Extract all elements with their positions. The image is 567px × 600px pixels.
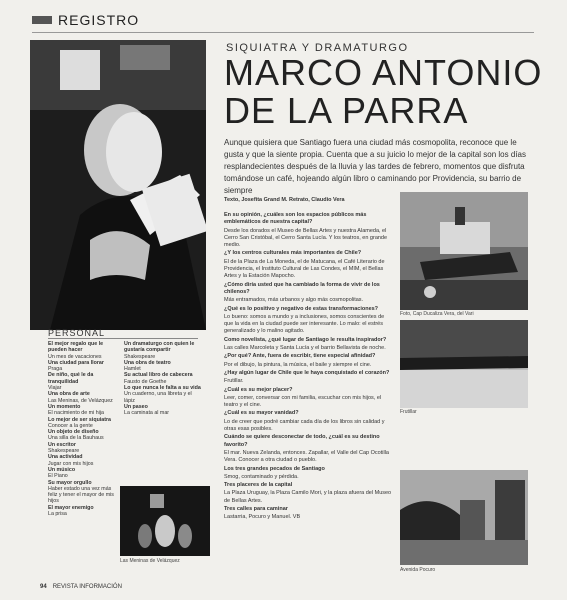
- answer: El mar. Nueva Zelanda, entonces. Zapallar, el Valle del Cap Ocotilla Vera. Conocer a otra ciudad o pueblo.: [224, 449, 389, 464]
- answer: Las calles Marcoleta y Santa Lucía y el barrio Bellavista de noche.: [224, 345, 386, 352]
- section-mark: [32, 16, 52, 24]
- question: ¿Cuál es su mayor vanidad?: [224, 410, 299, 417]
- answer: El de la Plaza de La Moneda, el de Matucana, el Café Literario de Providencia, el Instituto Cultural de Las Condes, el MIM, el Bellas Artes y la Estación Mapocho.: [224, 258, 385, 280]
- question: ¿Qué es lo positivo y negativo de estas transformaciones?: [224, 305, 379, 312]
- personal-answer: Shakespeare: [124, 353, 156, 360]
- personal-answer: Haber estado una vez más feliz y tener el mayor de mis hijos: [48, 485, 114, 505]
- ship-illustration: [400, 192, 528, 310]
- personal-answer: Fausto de Goethe: [124, 378, 167, 385]
- page-footer: [40, 584, 122, 590]
- personal-answer: La caminata al mar: [124, 410, 170, 417]
- lake-illustration: [400, 320, 528, 408]
- personal-answer: Jugar con mis hijos: [48, 460, 94, 467]
- section-title: REGISTRO: [58, 12, 140, 28]
- question: ¿Por qué? Ante, fuera de escribir, tiene especial afinidad?: [224, 353, 376, 360]
- article-intro: Aunque quisiera que Santiago fuera una ciudad más cosmopolita, reconoce que le gusta y que la siente propia. Cuenta que a su juicio lo mejor de la capital son los días resplandecientes después de la lluvia y las tardes de febrero, momentos que disfruta tomándose un café, hojeando algún libro o caminando por Providencia, su barrio de siempre: [224, 138, 526, 195]
- answer: Leer, comer, conversar con mi familia, escuchar con mis hijos, el teatro y el cine.: [224, 394, 382, 409]
- question: Los tres grandes pecados de Santiago: [224, 465, 325, 472]
- personal-question: Una ciudad para llorar: [48, 359, 104, 366]
- personal-question: El mayor enemigo: [48, 504, 94, 511]
- meninas-illustration: [120, 486, 210, 556]
- photo-caption: Avenida Pocuro: [400, 567, 436, 573]
- avenue-photo: [400, 470, 528, 565]
- question: Tres calles para caminar: [224, 505, 288, 512]
- personal-title: PERSONAL: [48, 328, 106, 338]
- page-number: 94: [40, 584, 47, 590]
- personal-column-2: [124, 341, 204, 417]
- personal-answer: El Piano: [48, 473, 68, 480]
- magazine-name: REVISTA INFORMACIÓN: [52, 584, 122, 590]
- headline-line-2: DE LA PARRA: [224, 90, 469, 131]
- question: Tres placeres de la capital: [224, 482, 293, 489]
- question: ¿Y los centros culturales más importantes de Chile?: [224, 250, 362, 257]
- meninas-photo: [120, 486, 210, 556]
- portrait-illustration: [30, 40, 206, 330]
- question: Cuándo se quiere desconectar de todo, ¿cuál es su destino favorito?: [224, 434, 380, 448]
- personal-answer: Conocer a la gente: [48, 422, 93, 429]
- section-divider: [32, 32, 534, 33]
- personal-answer: Una silla de la Bauhaus: [48, 435, 104, 442]
- answer: La Plaza Uruguay, la Plaza Camilo Mori, y la plaza afuera del Museo de Bellas Artes.: [224, 490, 392, 504]
- photo-caption: Foto, Cap Ducaliza Vera, del Vari: [400, 311, 474, 317]
- personal-answer: Praga: [48, 366, 63, 373]
- headline-line-1: MARCO ANTONIO: [224, 52, 543, 93]
- personal-question: Una obra de teatro: [124, 359, 171, 366]
- personal-answer: El nacimiento de mi hija: [48, 410, 104, 417]
- section-header: [32, 12, 139, 28]
- article-kicker: SIQUIATRA Y DRAMATURGO: [226, 42, 409, 54]
- personal-question: Su actual libro de cabecera: [124, 372, 193, 379]
- article-credits: Texto, Josefita Grand M. Retrato, Claudio Vera: [224, 197, 345, 203]
- personal-question: Su mayor orgullo: [48, 479, 92, 486]
- answer: Frutillar.: [224, 378, 244, 385]
- personal-question: Un dramaturgo con quien le gustaría compartir: [124, 341, 195, 354]
- answer: Lastarria, Pocuro y Manuel. VB: [224, 514, 301, 521]
- personal-answer: Hamlet: [124, 366, 141, 373]
- personal-question: Una actividad: [48, 454, 83, 461]
- question: En su opinión, ¿cuáles son los espacios públicos más emblemáticos de nuestra capital?: [224, 212, 367, 226]
- personal-question: De niño, qué le da tranquilidad: [48, 372, 94, 385]
- personal-question: Un paseo: [124, 403, 148, 410]
- lake-photo: [400, 320, 528, 408]
- personal-column-1: [48, 341, 116, 517]
- personal-question: El mejor regalo que le pueden hacer: [48, 341, 104, 354]
- personal-question: Un músico: [48, 466, 76, 473]
- personal-answer: Viajar: [48, 385, 62, 392]
- personal-answer: Un cuaderno, una libreta y el lápiz: [124, 391, 192, 404]
- personal-answer: Las Meninas, de Velázquez: [48, 397, 113, 404]
- personal-question: Un escritor: [48, 441, 76, 448]
- question: ¿Hay algún lugar de Chile que le haya conquistado el corazón?: [224, 369, 390, 376]
- answer: Por el dibujo, la pintura, la música, el baile y siempre el cine.: [224, 361, 372, 368]
- question: ¿Cómo diría usted que ha cambiado la forma de vivir de los chilenos?: [224, 281, 380, 295]
- answer: Lo de creer que podré cambiar cada día de los libros sin calidad y otras esas posibles.: [224, 418, 385, 433]
- personal-answer: Un mes de vacaciones: [48, 353, 102, 360]
- personal-question: Una obra de arte: [48, 391, 90, 398]
- question: Como novelista, ¿qué lugar de Santiago le resulta inspirador?: [224, 336, 387, 343]
- portrait-photo: [30, 40, 206, 330]
- personal-question: Un objeto de diseño: [48, 429, 99, 436]
- answer: Lo bueno: somos a mundo y a inclusiones, somos conscientes de que la vida en la ciudad puede ser interesante. Lo malo: el estrés generalizado y lo malino agitado.: [224, 313, 385, 335]
- article-headline: [224, 54, 542, 130]
- answer: Smog, contaminado y pérdida.: [224, 473, 299, 480]
- photo-caption: Las Meninas de Velázquez: [120, 558, 180, 564]
- personal-answer: La prisa: [48, 511, 67, 518]
- ship-photo: [400, 192, 528, 310]
- personal-divider: [48, 338, 198, 339]
- answer: Más entramados, más urbanos y algo más cosmopolitas.: [224, 297, 364, 304]
- answer: Desde los dorados el Museo de Bellas Artes y nuestra Alameda, el Cerro San Cristóbal, el Cerro Santa Lucía. Y los teatros, en grande medio.: [224, 227, 388, 249]
- avenue-illustration: [400, 470, 528, 565]
- interview-body: [224, 212, 394, 523]
- personal-question: Lo mejor de ser siquiatra: [48, 416, 111, 423]
- personal-answer: Shakespeare: [48, 448, 80, 455]
- photo-caption: Frutillar: [400, 409, 417, 415]
- question: ¿Cuál es su mejor placer?: [224, 386, 293, 393]
- personal-question: Un momento: [48, 403, 81, 410]
- personal-question: Lo que nunca le falta a su vida: [124, 385, 201, 392]
